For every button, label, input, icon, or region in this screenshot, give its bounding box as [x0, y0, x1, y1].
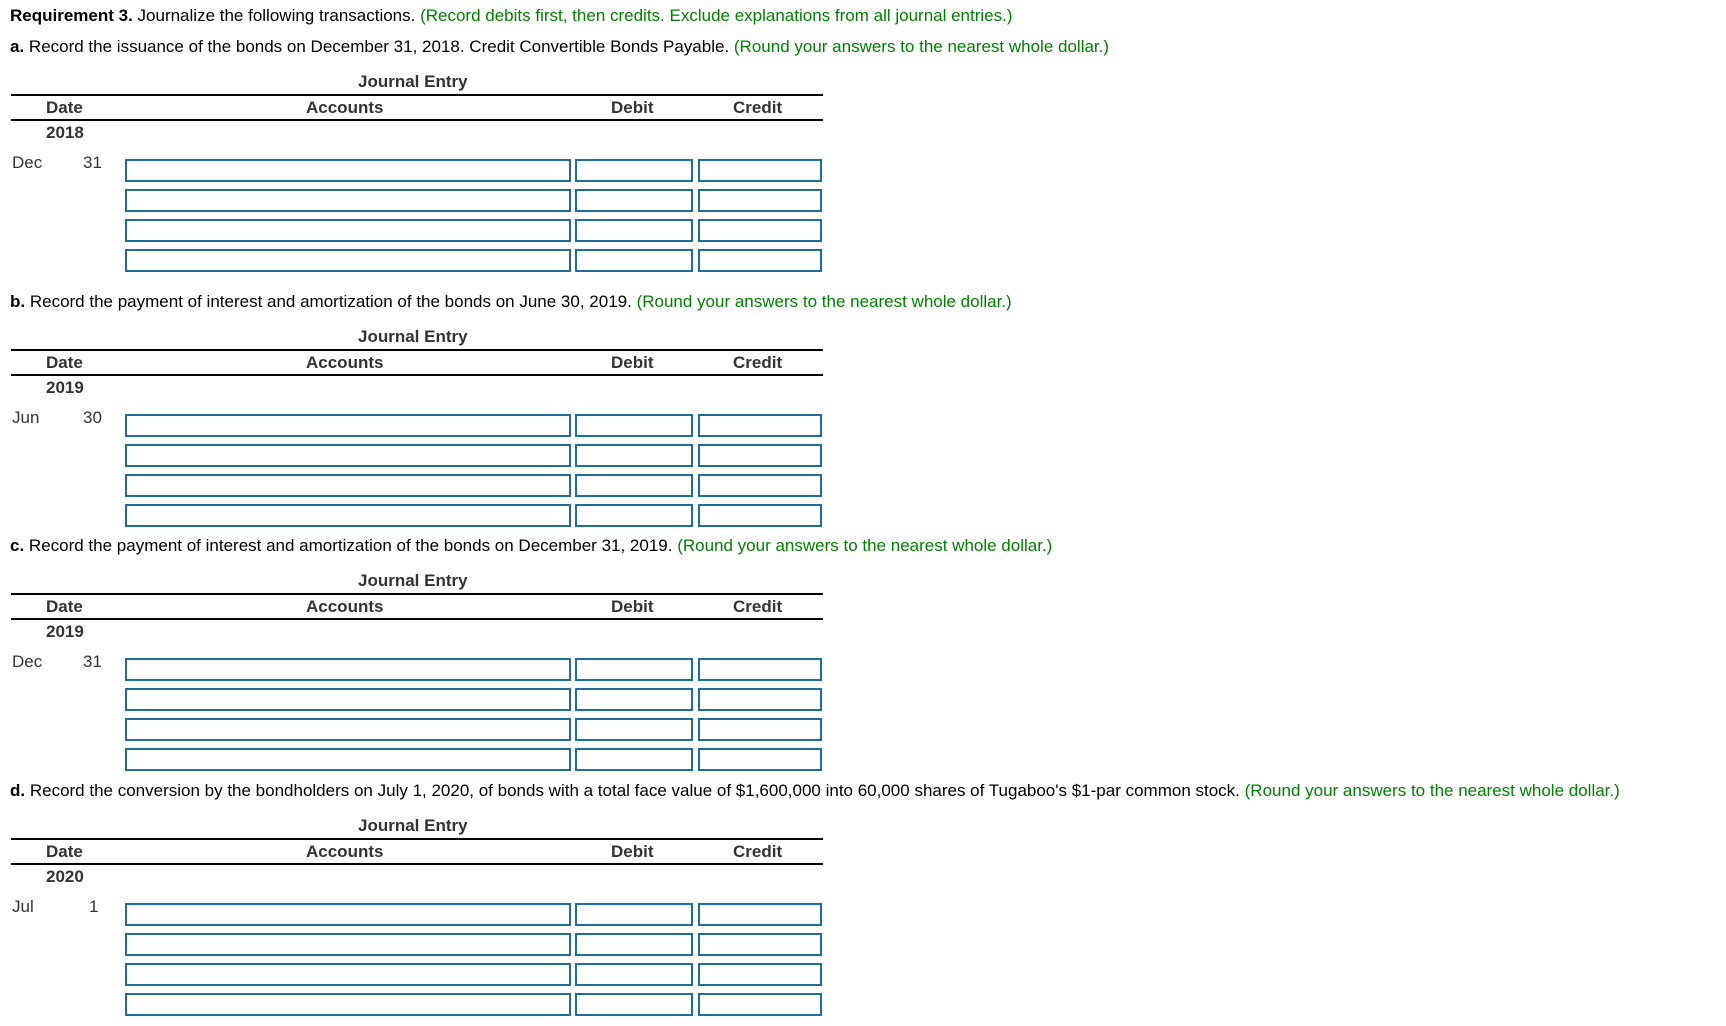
debit-input[interactable] [575, 189, 693, 212]
accounts-column-header: Accounts [306, 353, 384, 372]
section-prompt [10, 781, 1620, 801]
entry-year: 2020 [46, 867, 84, 886]
entry-year: 2018 [46, 123, 84, 142]
entry-month: Dec [12, 153, 43, 172]
journal-row [0, 249, 830, 275]
credit-input[interactable] [698, 414, 822, 437]
credit-input[interactable] [698, 718, 822, 741]
account-input[interactable] [125, 504, 571, 527]
credit-input[interactable] [698, 748, 822, 771]
header-top-rule [11, 94, 823, 96]
credit-input[interactable] [698, 189, 822, 212]
debit-input[interactable] [575, 718, 693, 741]
journal-row [0, 189, 830, 215]
journal-row [0, 963, 830, 989]
entry-day: 30 [83, 408, 102, 427]
journal-row [0, 993, 830, 1019]
header-bottom-rule [11, 863, 823, 865]
account-input[interactable] [125, 474, 571, 497]
section-prompt [10, 536, 1052, 556]
account-input[interactable] [125, 688, 571, 711]
credit-input[interactable] [698, 903, 822, 926]
account-input[interactable] [125, 718, 571, 741]
header-bottom-rule [11, 374, 823, 376]
credit-input[interactable] [698, 658, 822, 681]
credit-input[interactable] [698, 159, 822, 182]
debit-input[interactable] [575, 748, 693, 771]
date-column-header: Date [46, 842, 83, 861]
requirement-label: Requirement 3. [10, 6, 133, 25]
journal-row [0, 688, 830, 714]
debit-input[interactable] [575, 504, 693, 527]
debit-input[interactable] [575, 658, 693, 681]
accounts-column-header: Accounts [306, 98, 384, 117]
debit-input[interactable] [575, 993, 693, 1016]
journal-row [0, 414, 830, 440]
section-note: (Round your answers to the nearest whole dollar.) [677, 536, 1053, 555]
debit-column-header: Debit [611, 842, 654, 861]
debit-input[interactable] [575, 688, 693, 711]
account-input[interactable] [125, 189, 571, 212]
account-input[interactable] [125, 658, 571, 681]
account-input[interactable] [125, 903, 571, 926]
section-note: (Round your answers to the nearest whole dollar.) [1244, 781, 1620, 800]
entry-year: 2019 [46, 622, 84, 641]
debit-input[interactable] [575, 963, 693, 986]
section-a [0, 37, 1726, 282]
section-b [0, 292, 1726, 537]
entry-month: Jun [12, 408, 40, 427]
entry-month: Dec [12, 652, 43, 671]
entry-day: 31 [83, 652, 102, 671]
journal-row [0, 933, 830, 959]
account-input[interactable] [125, 933, 571, 956]
debit-input[interactable] [575, 933, 693, 956]
journal-row [0, 159, 830, 185]
header-top-rule [11, 593, 823, 595]
header-top-rule [11, 349, 823, 351]
requirement-note: (Record debits first, then credits. Exclude explanations from all journal entries.) [420, 6, 1013, 25]
date-column-header: Date [46, 353, 83, 372]
journal-entry-title: Journal Entry [358, 72, 468, 91]
journal-entry-title: Journal Entry [358, 816, 468, 835]
entry-day: 1 [89, 897, 99, 916]
entry-year: 2019 [46, 378, 84, 397]
credit-input[interactable] [698, 219, 822, 242]
accounts-column-header: Accounts [306, 597, 384, 616]
requirement-heading [10, 6, 1013, 26]
debit-input[interactable] [575, 219, 693, 242]
account-input[interactable] [125, 414, 571, 437]
journal-row [0, 658, 830, 684]
debit-input[interactable] [575, 159, 693, 182]
date-column-header: Date [46, 597, 83, 616]
entry-month: Jul [12, 897, 34, 916]
credit-input[interactable] [698, 504, 822, 527]
credit-column-header: Credit [733, 842, 783, 861]
credit-column-header: Credit [733, 353, 783, 372]
journal-row [0, 504, 830, 530]
credit-input[interactable] [698, 933, 822, 956]
debit-input[interactable] [575, 249, 693, 272]
section-c [0, 536, 1726, 781]
credit-input[interactable] [698, 444, 822, 467]
debit-input[interactable] [575, 444, 693, 467]
section-d [0, 781, 1726, 1026]
journal-row [0, 903, 830, 929]
section-note: (Round your answers to the nearest whole dollar.) [636, 292, 1012, 311]
account-input[interactable] [125, 748, 571, 771]
debit-input[interactable] [575, 474, 693, 497]
debit-column-header: Debit [611, 353, 654, 372]
account-input[interactable] [125, 249, 571, 272]
debit-column-header: Debit [611, 98, 654, 117]
section-prompt [10, 37, 1109, 57]
credit-input[interactable] [698, 474, 822, 497]
header-bottom-rule [11, 618, 823, 620]
header-bottom-rule [11, 119, 823, 121]
section-instruction: Record the payment of interest and amortization of the bonds on December 31, 2019. [24, 536, 678, 555]
journal-row [0, 718, 830, 744]
requirement-text: Journalize the following transactions. [132, 6, 421, 25]
account-input[interactable] [125, 159, 571, 182]
journal-row [0, 444, 830, 470]
date-column-header: Date [46, 98, 83, 117]
account-input[interactable] [125, 219, 571, 242]
section-letter: c. [10, 536, 25, 555]
journal-row [0, 474, 830, 500]
journal-entry-title: Journal Entry [358, 571, 468, 590]
credit-input[interactable] [698, 963, 822, 986]
debit-input[interactable] [575, 414, 693, 437]
debit-input[interactable] [575, 903, 693, 926]
section-instruction: Record the issuance of the bonds on December 31, 2018. Credit Convertible Bonds Payable. [24, 37, 734, 56]
header-top-rule [11, 838, 823, 840]
section-instruction: Record the payment of interest and amortization of the bonds on June 30, 2019. [25, 292, 637, 311]
account-input[interactable] [125, 993, 571, 1016]
section-letter: b. [10, 292, 26, 311]
credit-column-header: Credit [733, 98, 783, 117]
credit-input[interactable] [698, 993, 822, 1016]
debit-column-header: Debit [611, 597, 654, 616]
journal-entry-title: Journal Entry [358, 327, 468, 346]
journal-row [0, 748, 830, 774]
account-input[interactable] [125, 963, 571, 986]
section-instruction: Record the conversion by the bondholders on July 1, 2020, of bonds with a total face value of $1,600,000 into 60,000 shares of Tugaboo's $1-par common stock. [25, 781, 1245, 800]
section-letter: d. [10, 781, 26, 800]
section-note: (Round your answers to the nearest whole dollar.) [733, 37, 1110, 56]
accounts-column-header: Accounts [306, 842, 384, 861]
credit-input[interactable] [698, 249, 822, 272]
account-input[interactable] [125, 444, 571, 467]
entry-day: 31 [83, 153, 102, 172]
section-letter: a. [10, 37, 25, 56]
journal-row [0, 219, 830, 245]
credit-column-header: Credit [733, 597, 783, 616]
credit-input[interactable] [698, 688, 822, 711]
section-prompt [10, 292, 1012, 312]
